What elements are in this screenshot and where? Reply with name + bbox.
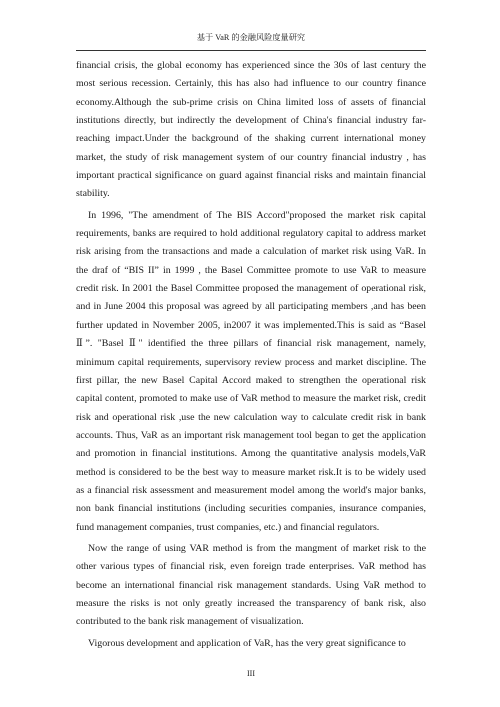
page-number: III bbox=[247, 669, 255, 678]
paragraph-var-range: Now the range of using VAR method is from the mangment of market risk to the other various types of financial risk, even foreign trade enterprises. VaR method has become an international financial risk management standards. Using VaR method to measure the risks is not only greatly increased the transparency of bank risk, also contributed to the bank risk management of visualization. bbox=[76, 542, 426, 628]
paragraph-continuation: financial crisis, the global economy has experienced since the 30s of last century the most serious recession. Certainly, this has also had influence to our country finance economy.Although the sub-prime crisis on China limited loss of assets of financial institutions directly, but indirectly the development of China's financial industry far-reaching impact.Under the background of the shaking current international money market, the study of risk management system of our country financial industry , has important practical significance on guard against financial risks and maintain financial stability. bbox=[76, 60, 426, 200]
paragraph-basel-accord: In 1996, "The amendment of The BIS Accord"proposed the market risk capital requirements, banks are required to hold additional regulatory capital to address market risk arising from the transactions and made a calculation of market risk using VaR. In the draf of “BIS II” in 1999 , the Basel Committee promote to use VaR to measure credit risk. In 2001 the Basel Committee proposed the management of operational risk, and in June 2004 this proposal was agreed by all participating members ,and has been further updated in November 2005, in2007 it was implemented.This is said as “Basel Ⅱ”. "Basel Ⅱ" identified the three pillars of financial risk management, namely, minimum capital requirements, supervisory review process and market discipline. The first pillar, the new Basel Capital Accord maked to strengthen the operational risk capital content, promoted to make use of VaR method to measure the market risk, credit risk and operational risk ,use the new calculation way to calculate credit risk in bank accounts. Thus, VaR as an important risk management tool began to get the application and promotion in financial institutions. Among the quantitative analysis models,VaR method is considered to be the best way to measure market risk.It is to be widely used as a financial risk assessment and measurement model among the world's major banks, non bank financial institutions (including securities companies, insurance companies, fund management companies, trust companies, etc.) and financial regulators. bbox=[76, 209, 426, 533]
running-header bbox=[76, 30, 426, 51]
paragraph-var-significance: Vigorous development and application of VaR, has the very great significance to bbox=[88, 637, 406, 649]
running-header-title: 基于 VaR 的金融风险度量研究 bbox=[196, 33, 306, 42]
body-text bbox=[76, 57, 426, 653]
